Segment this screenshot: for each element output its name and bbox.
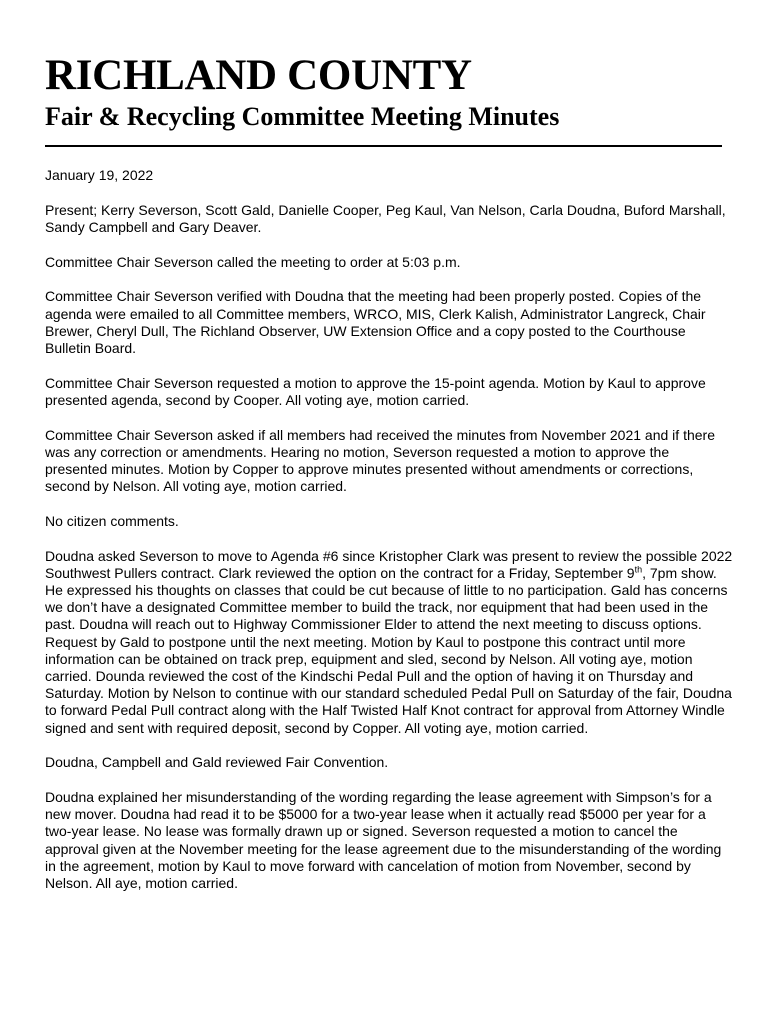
pullers-text-part2: , 7pm show. He expressed his thoughts on classes that could be cut because of little to no participation. Gald has concerns we don’t have a designated Committee member to build the track, nor equipment that had been used in the past. Doudna will reach out to Highway Commissioner Elder to attend the next meeting to discuss options. Request by Gald to postpone until the next meeting. Motion by Kaul to postpone this contract until more information can be obtained on track prep, equipment and sled, second by Nelson. All voting aye, motion carried. Dounda reviewed the cost of the Kindschi Pedal Pull and the option of having it on Thursday and Saturday. Motion by Nelson to continue with our standard scheduled Pedal Pull on Saturday of the fair, Doudna to forward Pedal Pull contract along with the Half Twisted Half Knot contract for approval from Attorney Windle signed and sent with required deposit, second by Copper. All voting aye, motion carried. xyxy=(45,564,732,736)
document-subtitle: Fair & Recycling Committee Meeting Minutes xyxy=(45,102,560,131)
citizen-comments-paragraph: No citizen comments. xyxy=(45,512,179,529)
agenda-paragraph: Committee Chair Severson requested a motion to approve the 15-point agenda. Motion by Kaul to approve presented agenda, second by Cooper. All voting aye, motion carried. xyxy=(45,374,706,408)
document-page xyxy=(45,50,735,910)
attendance-paragraph: Present; Kerry Severson, Scott Gald, Danielle Cooper, Peg Kaul, Van Nelson, Carla Doudna, Buford Marshall, Sandy Campbell and Gary Deaver. xyxy=(45,201,726,235)
call-to-order-paragraph: Committee Chair Severson called the meeting to order at 5:03 p.m. xyxy=(45,253,461,270)
ordinal-superscript: th xyxy=(634,564,643,575)
county-title: RICHLAND COUNTY xyxy=(45,52,472,99)
minutes-approval-paragraph: Committee Chair Severson asked if all members had received the minutes from November 2021 and if there was any correction or amendments. Hearing no motion, Severson requested a motion to approve the presented minutes. Motion by Copper to approve minutes presented without amendments or corrections, second by Nelson. All voting aye, motion carried. xyxy=(45,426,715,495)
minutes-body xyxy=(45,167,735,892)
lease-agreement-paragraph: Doudna explained her misunderstanding of the wording regarding the lease agreement with Simpson’s for a new mover. Doudna had read it to be $5000 for a two-year lease when it actually read $5000 per year for a two-year lease. No lease was formally drawn up or signed. Severson requested a motion to cancel the approval given at the November meeting for the lease agreement due to the misunderstanding of the wording in the agreement, motion by Kaul to move forward with cancelation of motion from November, second by Nelson. All aye, motion carried. xyxy=(45,788,722,891)
posting-paragraph: Committee Chair Severson verified with Doudna that the meeting had been properly posted. Copies of the agenda were emailed to all Committee members, WRCO, MIS, Clerk Kalish, Administrator Langreck, Chair Brewer, Cheryl Dull, The Richland Observer, UW Extension Office and a copy posted to the Courthouse Bulletin Board. xyxy=(45,288,706,356)
fair-convention-paragraph: Doudna, Campbell and Gald reviewed Fair Convention. xyxy=(45,754,389,771)
pullers-contract-paragraph xyxy=(45,548,735,737)
pullers-text-part1: Doudna asked Severson to move to Agenda #6 since Kristopher Clark was present to review the possible 2022 Southwest Pullers contract. Clark reviewed the option on the contract for a Friday, September 9 xyxy=(45,547,733,581)
meeting-date: January 19, 2022 xyxy=(45,167,154,183)
title-rule xyxy=(45,145,722,147)
